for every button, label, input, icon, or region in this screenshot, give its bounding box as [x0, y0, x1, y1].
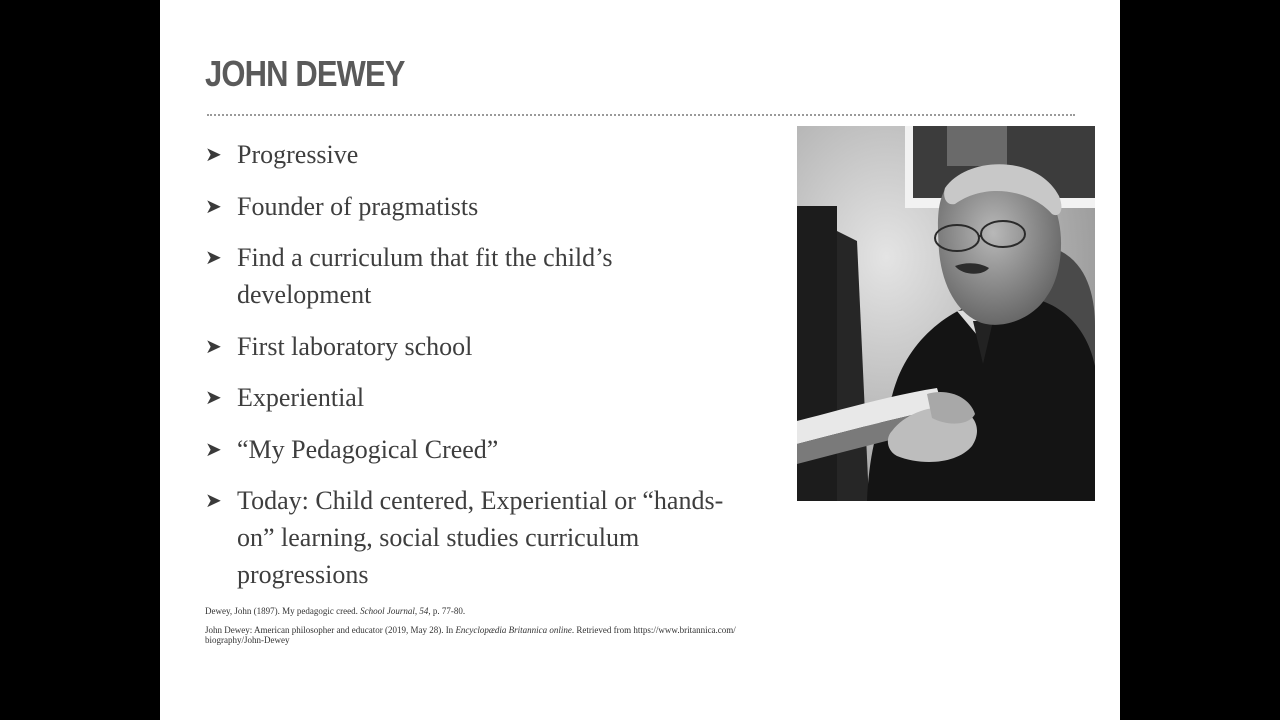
arrow-bullet-icon: ➤	[205, 385, 222, 409]
bullet-item	[205, 431, 725, 468]
reference-source: School Journal, 54,	[360, 606, 431, 616]
reference-source: Encyclopædia Britannica online	[455, 625, 572, 635]
arrow-bullet-icon: ➤	[205, 245, 222, 269]
arrow-bullet-icon: ➤	[205, 142, 222, 166]
bullet-item	[205, 239, 725, 313]
reference-text: John Dewey: American philosopher and educator (2019, May 28). In	[205, 625, 456, 635]
bullet-item	[205, 482, 725, 593]
bullet-text: “My Pedagogical Creed”	[237, 434, 499, 464]
references	[205, 606, 765, 654]
bullet-list	[205, 136, 725, 608]
arrow-bullet-icon: ➤	[205, 333, 222, 358]
bullet-item	[205, 136, 725, 173]
reference-text: . Retrieved from https://www.britannica.com/ biography/John-Dewey	[205, 625, 736, 645]
slide	[160, 0, 1120, 720]
bullet-item	[205, 328, 725, 365]
bullet-text: Experiential	[237, 383, 365, 412]
bullet-text: Founder of pragmatists	[237, 191, 479, 221]
bullet-item	[205, 188, 725, 225]
title-divider	[207, 114, 1075, 116]
bullet-text: Progressive	[237, 140, 359, 169]
reference-text: Dewey, John (1897). My pedagogic creed.	[205, 606, 361, 616]
arrow-bullet-icon: ➤	[205, 436, 222, 461]
bullet-text: First laboratory school	[237, 331, 473, 361]
slide-title: JOHN DEWEY	[205, 53, 405, 94]
reference-text: p. 77-80.	[430, 606, 466, 616]
arrow-bullet-icon: ➤	[205, 193, 222, 218]
arrow-bullet-icon: ➤	[205, 488, 222, 512]
bullet-text: Today: Child centered, Experiential or “hands-on” learning, social studies curriculum progressions	[237, 486, 724, 589]
bullet-text: Find a curriculum that fit the child’s development	[237, 243, 613, 309]
reference-entry	[205, 625, 765, 645]
reference-entry	[205, 606, 765, 616]
bullet-item	[205, 379, 725, 416]
portrait-photo	[797, 126, 1095, 501]
